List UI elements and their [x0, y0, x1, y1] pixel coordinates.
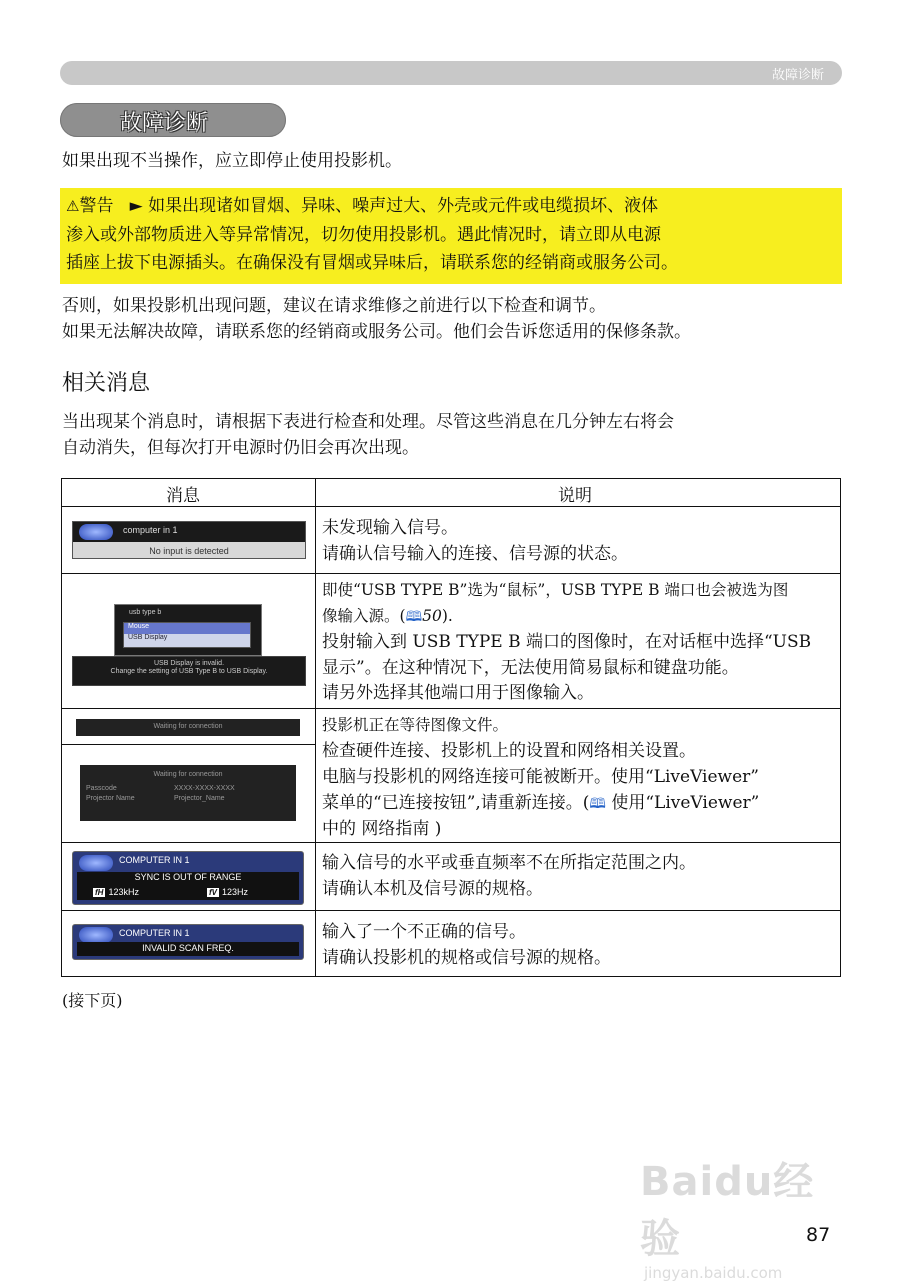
screen-message: No input is detected: [149, 546, 229, 556]
row-1-desc-2: 请确认信号输入的连接、信号源的状态。: [322, 544, 628, 564]
screen-message-1: USB Display is invalid.: [153, 660, 225, 667]
option-usb-display: USB Display: [128, 634, 168, 641]
screen-waiting-connection: [76, 719, 300, 736]
paragraph-1-line-2: 如果无法解决故障，请联系您的经销商或服务公司。他们会告诉您适用的保修条款。: [62, 322, 691, 342]
section-heading: 相关消息: [62, 371, 151, 396]
header-section-label: 故障诊断: [771, 68, 824, 83]
book-icon: 🕮: [405, 609, 423, 625]
passcode-value: XXXX-XXXX-XXXX: [174, 785, 235, 792]
row-2-desc-2: 像输入源。(🕮50).: [322, 607, 453, 625]
table-divider: [62, 573, 840, 574]
fv-icon: fV: [209, 888, 217, 897]
warning-box: [60, 188, 842, 284]
screen-body: [77, 942, 299, 956]
screen-usb-type-b: [114, 604, 262, 656]
fv-readout: fV 123Hz: [209, 887, 249, 897]
paragraph-1-line-1: 否则，如果投影机出现问题，建议在请求维修之前进行以下检查和调节。: [62, 296, 606, 316]
warning-line-3: 插座上拔下电源插头。在确保没有冒烟或异味后，请联系您的经销商或服务公司。: [66, 253, 678, 273]
intro-text: 如果出现不当操作，应立即停止使用投影机。: [62, 151, 402, 171]
table-divider: [315, 479, 316, 976]
table-divider: [62, 708, 840, 709]
screen-title: COMPUTER IN 1: [119, 855, 190, 865]
warning-triangle-icon: ⚠: [66, 197, 80, 215]
passcode-label: Passcode: [86, 785, 117, 792]
screen-message: SYNC IS OUT OF RANGE: [134, 872, 242, 882]
screen-body: [77, 872, 299, 900]
row-4-desc-1: 输入信号的水平或垂直频率不在所指定范围之内。: [322, 853, 696, 873]
row-4-desc-2: 请确认本机及信号源的规格。: [322, 879, 543, 899]
row-2-desc-1: 即使“USB TYPE B”选为“鼠标”，USB TYPE B 端口也会被选为图: [322, 581, 789, 599]
watermark-logo: Baidu经验: [640, 1159, 815, 1262]
option-mouse: Mouse: [124, 623, 250, 634]
table-divider: [62, 842, 840, 843]
book-icon: 🕮: [589, 796, 606, 812]
computer-input-icon: [79, 855, 113, 871]
computer-input-icon: [79, 524, 113, 540]
screen-message: Waiting for connection: [153, 723, 223, 730]
screen-invalid-scan-freq: [72, 924, 304, 960]
screen-title: COMPUTER IN 1: [119, 928, 190, 938]
screen-title: computer in 1: [123, 525, 178, 535]
row-3-desc-3: 电脑与投影机的网络连接可能被断开。使用“LiveViewer”: [322, 767, 759, 787]
screen-usb-invalid: [72, 656, 306, 686]
fh-icon: fH: [95, 888, 104, 897]
table-divider: [62, 744, 315, 745]
row-2-desc-5: 请另外选择其他端口用于图像输入。: [322, 683, 594, 703]
warning-label: 警告: [79, 196, 114, 216]
row-5-desc-2: 请确认投影机的规格或信号源的规格。: [322, 948, 611, 968]
table-header-message: 消息: [166, 486, 200, 506]
row-3-desc-2: 检查硬件连接、投影机上的设置和网络相关设置。: [322, 741, 696, 761]
screen-message: INVALID SCAN FREQ.: [142, 943, 234, 953]
page-title-pill: [60, 103, 286, 137]
continued-note: (接下页): [62, 991, 123, 1010]
computer-input-icon: [79, 927, 113, 943]
paragraph-2-line-1: 当出现某个消息时，请根据下表进行检查和处理。尽管这些消息在几分钟左右将会: [62, 412, 674, 432]
page-number: 87: [806, 1224, 831, 1246]
table-header-description: 说明: [558, 486, 592, 506]
table-divider: [62, 506, 840, 507]
projector-name-value: Projector_Name: [174, 795, 225, 802]
paragraph-2-line-2: 自动消失，但每次打开电源时仍旧会再次出现。: [62, 438, 419, 458]
warning-line-2: 渗入或外部物质进入等异常情况，切勿使用投影机。遇此情况时，请立即从电源: [66, 224, 661, 245]
header-bar: [60, 61, 842, 85]
page-ref: 50: [422, 607, 442, 625]
row-5-desc-1: 输入了一个不正确的信号。: [322, 922, 526, 942]
row-3-desc-1: 投影机正在等待图像文件。: [322, 716, 509, 734]
screen-message-2: Change the setting of USB Type B to USB Display.: [110, 668, 268, 675]
messages-table: [61, 478, 841, 977]
row-3-desc-5: 中的 网络指南 ): [322, 819, 442, 839]
screen-message: Waiting for connection: [153, 771, 223, 778]
screen-waiting-passcode: [80, 765, 296, 821]
screen-title-bar: [73, 522, 305, 542]
row-2-desc-4: 显示”。在这种情况下，无法使用简易鼠标和键盘功能。: [322, 658, 739, 678]
screen-sync-out-of-range: [72, 851, 304, 905]
row-2-desc-3: 投射输入到 USB TYPE B 端口的图像时，在对话框中选择“USB: [322, 632, 812, 652]
arrow-icon: ►: [129, 196, 143, 216]
warning-line-1: ⚠警告 ► 如果出现诸如冒烟、异味、噪声过大、外壳或元件或电缆损坏、液体: [66, 196, 659, 216]
watermark-url: jingyan.baidu.com: [644, 1264, 783, 1282]
row-1-desc-1: 未发现输入信号。: [322, 518, 458, 538]
usb-options-list: [123, 622, 251, 648]
page-title: 故障诊断: [120, 111, 209, 136]
screen-title: usb type b: [129, 609, 162, 616]
screen-no-input: [72, 521, 306, 559]
fh-readout: fH 123kHz: [95, 887, 139, 897]
projector-name-label: Projector Name: [86, 795, 135, 802]
table-divider: [62, 910, 840, 911]
row-3-desc-4: 菜单的“已连接按钮”,请重新连接。(🕮 使用“LiveViewer”: [322, 793, 760, 813]
